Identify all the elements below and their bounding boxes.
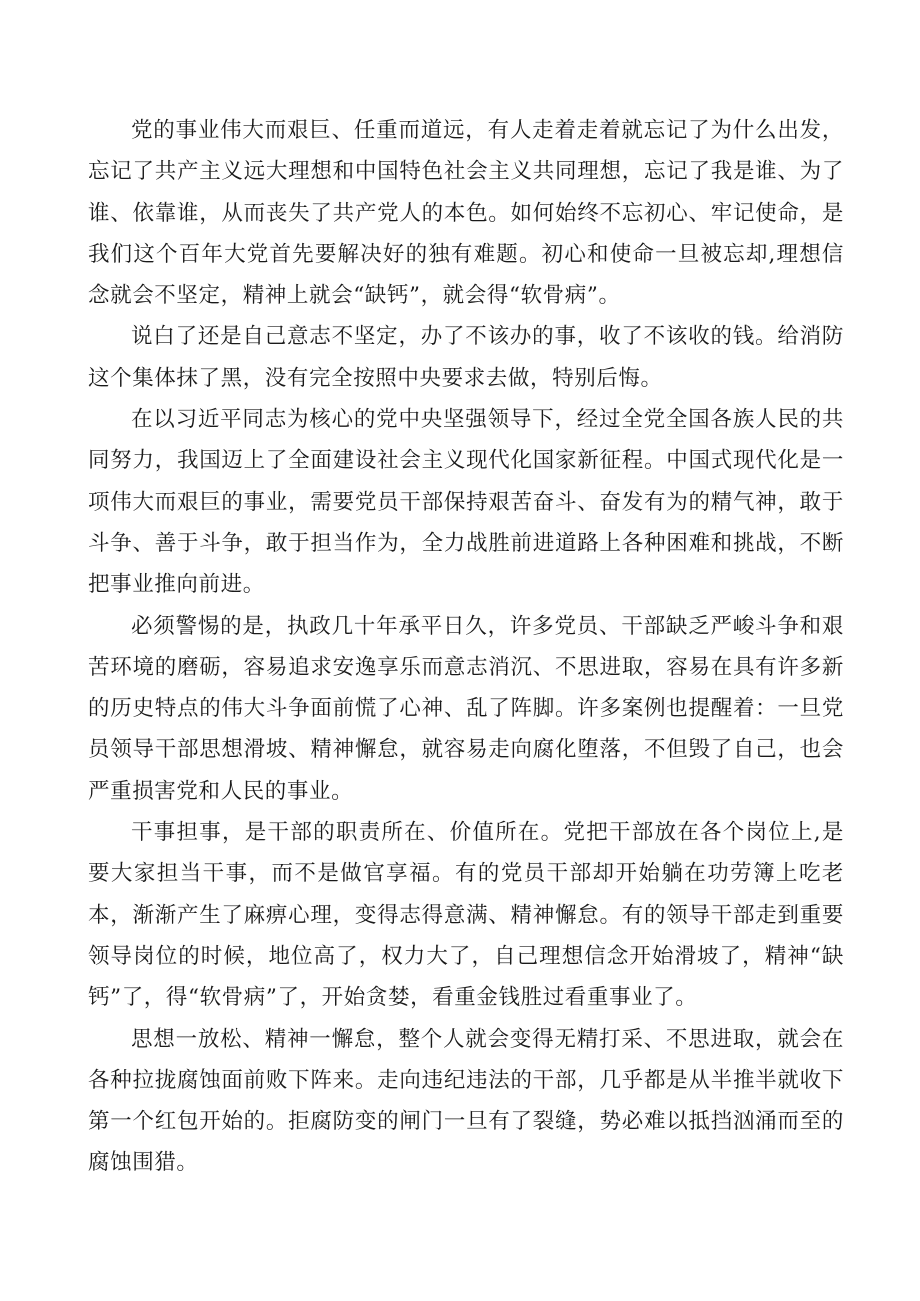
paragraph-5: 干事担事，是干部的职责所在、价值所在。党把干部放在各个岗位上,是要大家担当干事，而不是做官享福。有的党员干部却开始躺在功劳簿上吃老本，渐渐产生了麻痹心理，变得志得意满、精神懈怠。有的领导干部走到重要领导岗位的时候，地位高了，权力大了，自己理想信念开始滑坡了，精神“缺钙”了，得“软骨病”了，开始贪婪，看重金钱胜过看重事业了。 bbox=[88, 820, 844, 1011]
paragraph-4: 必须警惕的是，执政几十年承平日久，许多党员、干部缺乏严峻斗争和艰苦环境的磨砺，容易追求安逸享乐而意志消沉、不思进取，容易在具有许多新的历史特点的伟大斗争面前慌了心神、乱了阵脚。许多案例也提醒着：一旦党员领导干部思想滑坡、精神懈怠，就容易走向腐化堕落，不但毁了自己，也会严重损害党和人民的事业。 bbox=[88, 613, 844, 804]
paragraph-6: 思想一放松、精神一懈怠，整个人就会变得无精打采、不思进取，就会在各种拉拢腐蚀面前败下阵来。走向违纪违法的干部，几乎都是从半推半就收下第一个红包开始的。拒腐防变的闸门一旦有了裂缝，势必难以抵挡汹涌而至的腐蚀围猎。 bbox=[88, 1026, 844, 1176]
document-body bbox=[88, 110, 844, 1184]
paragraph-1: 党的事业伟大而艰巨、任重而道远，有人走着走着就忘记了为什么出发，忘记了共产主义远大理想和中国特色社会主义共同理想，忘记了我是谁、为了谁、依靠谁，从而丧失了共产党人的本色。如何始终不忘初心、牢记使命，是我们这个百年大党首先要解决好的独有难题。初心和使命一旦被忘却,理想信念就会不坚定，精神上就会“缺钙”，就会得“软骨病”。 bbox=[88, 118, 844, 309]
paragraph-2: 说白了还是自己意志不坚定，办了不该办的事，收了不该收的钱。给消防这个集体抹了黑，没有完全按照中央要求去做，特别后悔。 bbox=[88, 324, 844, 391]
paragraph-3: 在以习近平同志为核心的党中央坚强领导下，经过全党全国各族人民的共同努力，我国迈上了全面建设社会主义现代化国家新征程。中国式现代化是一项伟大而艰巨的事业，需要党员干部保持艰苦奋斗、奋发有为的精气神，敢于斗争、善于斗争，敢于担当作为，全力战胜前进道路上各种困难和挑战，不断把事业推向前进。 bbox=[88, 407, 844, 598]
